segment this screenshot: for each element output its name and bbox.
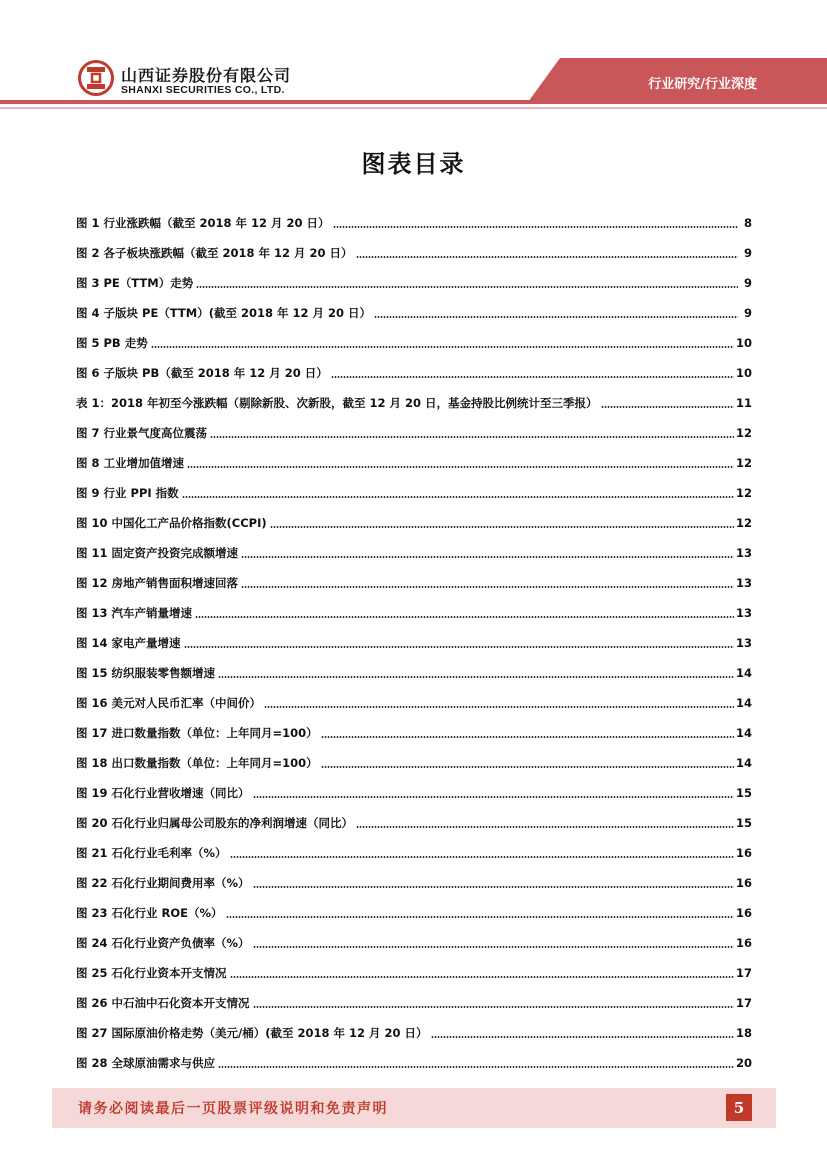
toc-entry-page: 17 [735, 966, 752, 980]
toc-entry[interactable] [76, 358, 752, 388]
toc-entry-page: 9 [743, 246, 752, 260]
toc-entry[interactable] [76, 988, 752, 1018]
toc-entry-page: 13 [735, 546, 752, 560]
toc-entry[interactable] [76, 478, 752, 508]
toc-entry[interactable] [76, 1018, 752, 1048]
toc-entry-page: 12 [735, 426, 752, 440]
toc-dot-leader [182, 496, 734, 498]
toc-entry-label: 图 24 石化行业资产负债率（%） [76, 936, 250, 950]
toc-dot-leader [230, 856, 734, 858]
toc-entry[interactable] [76, 568, 752, 598]
toc-entry-label: 图 1 行业涨跌幅（截至 2018 年 12 月 20 日） [76, 216, 330, 230]
toc-entry-page: 8 [743, 216, 752, 230]
toc-dot-leader [356, 826, 734, 828]
disclaimer-notice: 请务必阅读最后一页股票评级说明和免责声明 [78, 1101, 388, 1117]
toc-entry-label: 图 20 石化行业归属母公司股东的净利润增速（同比） [76, 816, 354, 830]
toc-entry-page: 10 [735, 336, 752, 350]
toc-entry-page: 13 [735, 576, 752, 590]
toc-dot-leader [601, 406, 734, 408]
toc-entry-label: 图 28 全球原油需求与供应 [76, 1056, 216, 1070]
toc-dot-leader [218, 1066, 734, 1068]
toc-entry[interactable] [76, 628, 752, 658]
toc-entry-page: 16 [735, 846, 752, 860]
toc-entry[interactable] [76, 328, 752, 358]
toc-entry-page: 13 [735, 636, 752, 650]
toc-dot-leader [195, 616, 734, 618]
toc-entry-page: 14 [735, 666, 752, 680]
toc-entry[interactable] [76, 688, 752, 718]
toc-entry-page: 20 [735, 1056, 752, 1070]
toc-entry[interactable] [76, 718, 752, 748]
toc-entry-label: 图 19 石化行业营收增速（同比） [76, 786, 250, 800]
toc-entry-page: 12 [735, 516, 752, 530]
toc-entry-label: 图 2 各子板块涨跌幅（截至 2018 年 12 月 20 日） [76, 246, 353, 260]
toc-entry-label: 图 11 固定资产投资完成额增速 [76, 546, 239, 560]
toc-entry-label: 图 5 PB 走势 [76, 336, 148, 350]
toc-dot-leader [270, 526, 734, 528]
company-name-en: SHANXI SECURITIES CO., LTD. [121, 84, 285, 96]
toc-dot-leader [331, 376, 734, 378]
toc-dot-leader [321, 736, 734, 738]
toc-entry-page: 10 [735, 366, 752, 380]
shanxi-securities-logo-icon [78, 60, 114, 96]
toc-entry-label: 图 13 汽车产销量增速 [76, 606, 193, 620]
toc-entry-page: 14 [735, 756, 752, 770]
toc-entry-label: 图 18 出口数量指数（单位：上年同月=100） [76, 756, 318, 770]
toc-dot-leader [218, 676, 734, 678]
toc-entry-label: 图 6 子版块 PB（截至 2018 年 12 月 20 日） [76, 366, 328, 380]
table-of-figures [76, 208, 752, 1078]
page-number: 5 [726, 1094, 752, 1121]
toc-entry-label: 图 15 纺织服装零售额增速 [76, 666, 216, 680]
toc-entry-label: 图 23 石化行业 ROE（%） [76, 906, 223, 920]
toc-dot-leader [226, 916, 734, 918]
toc-entry[interactable] [76, 418, 752, 448]
toc-entry-page: 14 [735, 696, 752, 710]
toc-entry-label: 图 17 进口数量指数（单位：上年同月=100） [76, 726, 318, 740]
toc-entry-page: 16 [735, 906, 752, 920]
toc-entry-page: 18 [735, 1026, 752, 1040]
report-category-tag: 行业研究/行业深度 [648, 77, 757, 92]
page-title: 图表目录 [361, 150, 466, 178]
toc-entry-label: 图 22 石化行业期间费用率（%） [76, 876, 250, 890]
toc-entry[interactable] [76, 778, 752, 808]
toc-dot-leader [241, 586, 734, 588]
toc-entry-page: 9 [743, 306, 752, 320]
toc-entry-label: 图 7 行业景气度高位震荡 [76, 426, 208, 440]
toc-entry[interactable] [76, 838, 752, 868]
toc-entry-page: 16 [735, 936, 752, 950]
toc-entry-label: 图 16 美元对人民币汇率（中间价） [76, 696, 262, 710]
toc-dot-leader [184, 646, 734, 648]
toc-entry[interactable] [76, 598, 752, 628]
toc-entry-label: 图 8 工业增加值增速 [76, 456, 185, 470]
toc-entry[interactable] [76, 748, 752, 778]
toc-entry[interactable] [76, 658, 752, 688]
toc-entry-page: 12 [735, 486, 752, 500]
toc-dot-leader [196, 286, 738, 288]
toc-entry[interactable] [76, 898, 752, 928]
toc-dot-leader [264, 706, 734, 708]
toc-dot-leader [187, 466, 734, 468]
toc-entry[interactable] [76, 508, 752, 538]
toc-entry-label: 图 26 中石油中石化资本开支情况 [76, 996, 250, 1010]
toc-entry[interactable] [76, 958, 752, 988]
page-header [0, 0, 827, 115]
toc-dot-leader [230, 976, 734, 978]
toc-entry-label: 图 4 子版块 PE（TTM）(截至 2018 年 12 月 20 日） [76, 306, 371, 320]
toc-entry-page: 13 [735, 606, 752, 620]
toc-dot-leader [356, 256, 738, 258]
company-name-cn: 山西证券股份有限公司 [121, 66, 292, 85]
toc-dot-leader [333, 226, 738, 228]
toc-dot-leader [374, 316, 738, 318]
toc-dot-leader [253, 1006, 734, 1008]
toc-entry[interactable] [76, 448, 752, 478]
toc-entry-page: 16 [735, 876, 752, 890]
toc-entry-label: 图 21 石化行业毛利率（%） [76, 846, 227, 860]
toc-entry-page: 17 [735, 996, 752, 1010]
toc-entry[interactable] [76, 808, 752, 838]
toc-entry-page: 15 [735, 786, 752, 800]
toc-entry-page: 12 [735, 456, 752, 470]
toc-entry[interactable] [76, 868, 752, 898]
toc-entry-label: 图 27 国际原油价格走势（美元/桶）(截至 2018 年 12 月 20 日） [76, 1026, 428, 1040]
toc-entry-label: 图 9 行业 PPI 指数 [76, 486, 179, 500]
toc-dot-leader [253, 946, 734, 948]
header-band [0, 0, 827, 115]
toc-dot-leader [431, 1036, 734, 1038]
toc-entry-page: 9 [743, 276, 752, 290]
toc-dot-leader [321, 766, 734, 768]
toc-dot-leader [210, 436, 734, 438]
toc-entry[interactable] [76, 298, 752, 328]
toc-entry[interactable] [76, 268, 752, 298]
toc-entry-page: 14 [735, 726, 752, 740]
toc-entry-label: 图 3 PE（TTM）走势 [76, 276, 194, 290]
toc-dot-leader [253, 796, 734, 798]
toc-entry-label: 图 14 家电产量增速 [76, 636, 181, 650]
toc-dot-leader [151, 346, 734, 348]
toc-entry[interactable] [76, 388, 752, 418]
toc-entry-label: 图 25 石化行业资本开支情况 [76, 966, 227, 980]
toc-entry-page: 11 [735, 396, 752, 410]
toc-entry[interactable] [76, 928, 752, 958]
toc-entry-label: 图 10 中国化工产品价格指数(CCPI) [76, 516, 267, 530]
toc-entry-label: 图 12 房地产销售面积增速回落 [76, 576, 239, 590]
toc-entry[interactable] [76, 238, 752, 268]
toc-entry[interactable] [76, 538, 752, 568]
toc-dot-leader [253, 886, 734, 888]
toc-entry[interactable] [76, 208, 752, 238]
toc-dot-leader [241, 556, 734, 558]
toc-entry-label: 表 1：2018 年初至今涨跌幅（剔除新股、次新股，截至 12 月 20 日，基金持股比例统计至三季报） [76, 396, 598, 410]
toc-entry[interactable] [76, 1048, 752, 1078]
toc-entry-page: 15 [735, 816, 752, 830]
